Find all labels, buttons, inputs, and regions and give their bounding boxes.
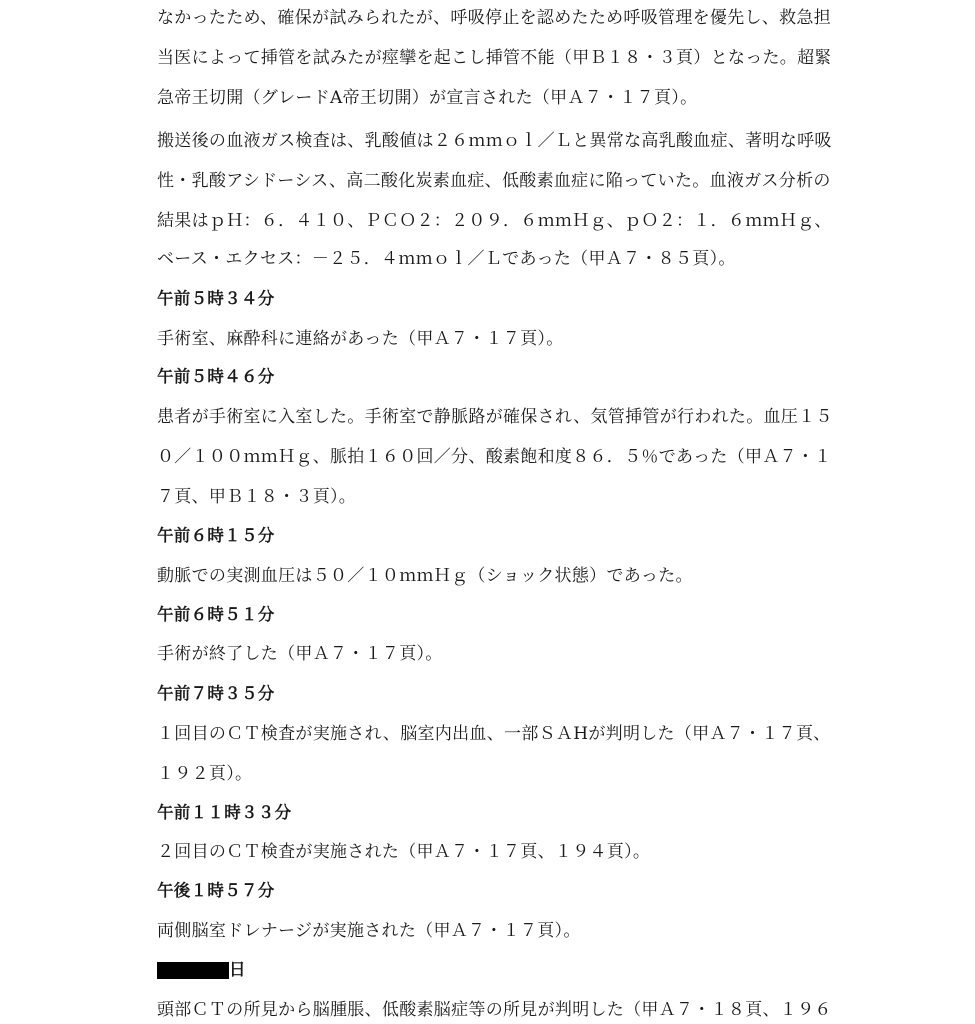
body-line: 性・乳酸アシドーシス、高二酸化炭素血症、低酸素血症に陥っていた。血液ガス分析の (157, 171, 831, 191)
time-heading: 午後１時５７分 (157, 881, 275, 900)
body-line: 当医によって挿管を試みたが痙攣を起こし挿管不能（甲Ｂ１８・３頁）となった。超緊 (157, 48, 832, 68)
time-heading: 午前７時３５分 (157, 684, 275, 703)
time-heading: 午前１１時３３分 (157, 803, 292, 822)
date-heading (157, 960, 246, 980)
body-line: 急帝王切開（グレードA帝王切開）が宣言された（甲Ａ７・１７頁）。 (157, 88, 698, 108)
body-line: 手術が終了した（甲Ａ７・１７頁）。 (157, 644, 443, 664)
body-line: なかったため、確保が試みられたが、呼吸停止を認めたため呼吸管理を優先し、救急担 (157, 8, 832, 28)
body-line: 動脈での実測血圧は５０／１０ｍｍＨｇ（ショック状態）であった。 (157, 566, 693, 586)
time-heading: 午前５時３４分 (157, 289, 275, 308)
body-line: ２回目のＣＴ検査が実施された（甲Ａ７・１７頁、１９４頁）。 (157, 842, 651, 862)
time-heading: 午前５時４６分 (157, 367, 275, 386)
body-line: 患者が手術室に入室した。手術室で静脈路が確保され、気管挿管が行われた。血圧１５ (157, 407, 833, 427)
body-line: ０／１００ｍｍＨｇ、脈拍１６０回／分、酸素飽和度８６．５％であった（甲Ａ７・１ (157, 447, 832, 467)
body-line: 結果はｐＨ：６．４１０、ＰＣＯ２：２０９．６ｍｍＨｇ、ｐＯ２：１．６ｍｍＨｇ、 (157, 211, 832, 231)
body-line: 手術室、麻酔科に連絡があった（甲Ａ７・１７頁）。 (157, 329, 564, 349)
time-heading: 午前６時５１分 (157, 605, 275, 624)
date-heading-suffix: 日 (229, 960, 246, 979)
body-line: 頭部ＣＴの所見から脳腫脹、低酸素脳症等の所見が判明した（甲Ａ７・１８頁、１９６ (157, 1000, 832, 1020)
body-line: 両側脳室ドレナージが実施された（甲Ａ７・１７頁）。 (157, 921, 581, 941)
body-line: ７頁、甲Ｂ１８・３頁）。 (157, 487, 357, 507)
time-heading: 午前６時１５分 (157, 526, 275, 545)
body-line: １９２頁）。 (157, 764, 253, 784)
body-line: 搬送後の血液ガス検査は、乳酸値は２６ｍｍｏｌ／Ｌと異常な高乳酸血症、著明な呼吸 (157, 131, 832, 151)
body-line: １回目のＣＴ検査が実施され、脳室内出血、一部ＳＡHが判明した（甲Ａ７・１７頁、 (157, 724, 831, 744)
body-line: ベース・エクセス：－２５．４ｍｍｏｌ／Ｌであった（甲Ａ７・８５頁）。 (157, 249, 736, 269)
redaction-block (157, 962, 229, 979)
